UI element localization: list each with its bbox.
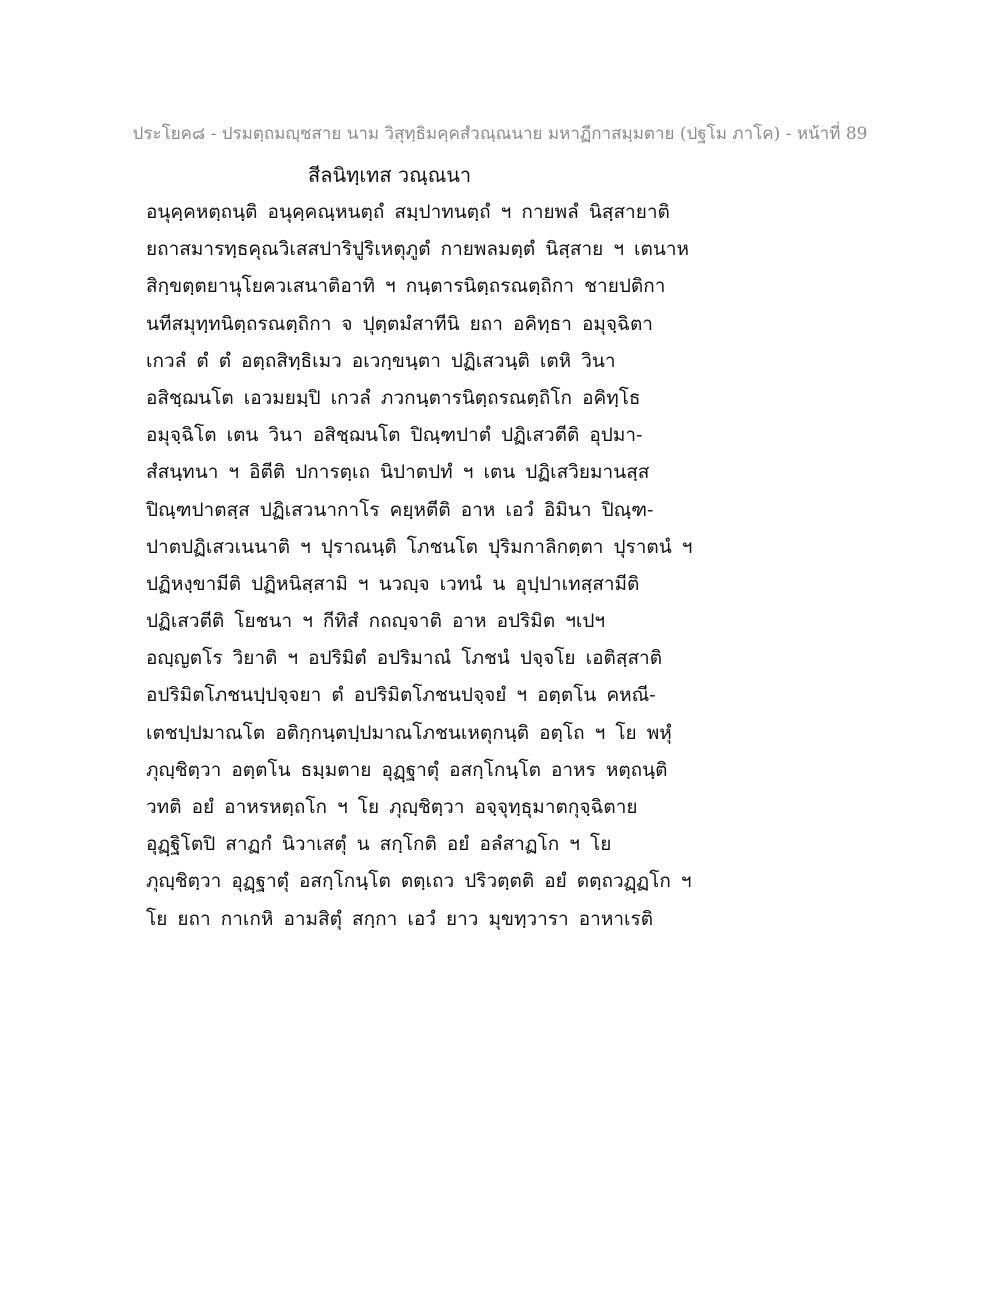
text-line: อุฏฺฐิโตปิ สาฏกํ นิวาเสตุํ น สกฺโกติ อยํ อลํสาฏโก ฯ โย xyxy=(146,833,612,856)
text-line: สํสนฺทนา ฯ อิตีติ ปการตฺเถ นิปาตปทํ ฯ เตน ปฏิเสวิยมานสฺส xyxy=(146,461,650,484)
text-line: วทติ อยํ อาหรหตฺถโก ฯ โย ภุญฺชิตฺวา อจฺจุทฺธุมาตกุจฺฉิตาย xyxy=(146,796,638,818)
text-line: เตชปฺปมาณโต อติกฺกนฺตปฺปมาณโภชนเหตุกนฺติ อตฺโถ ฯ โย พหุํ xyxy=(146,721,672,744)
text-line: สิกฺขตฺตยานุโยควเสนาติอาทิ ฯ กนฺตารนิตฺถรณตฺถิกา ชายปติกา xyxy=(146,275,666,298)
text-line: ปาตปฏิเสวเนนาติ ฯ ปุราณนฺติ โภชนโต ปุริมกาลิกตฺตา ปุราตนํ ฯ xyxy=(146,535,693,558)
text-line: เกวลํ ตํ ตํ อตฺถสิทฺธิเมว อเวกฺขนฺตา ปฏิเสวนฺติ เตหิ วินา xyxy=(146,349,616,372)
text-line: ยถาสมารทฺธคุณวิเสสปาริปูริเหตุภูตํ กายพลมตฺตํ นิสฺสาย ฯ เตนาห xyxy=(146,238,690,261)
text-line: อมุจฺฉิโต เตน วินา อสิชฺฌนโต ปิณฺฑปาตํ ปฏิเสวตีติ อุปมา- xyxy=(146,424,643,447)
running-header: ประโยค๘ - ปรมตฺถมญฺชสาย นาม วิสุทฺธิมคฺคสํวณฺณนาย มหาฏีกาสมฺมตาย (ปฐโม ภาโค) - หน้าที่ 89 xyxy=(132,124,868,144)
text-line: ปฏิเสวตีติ โยชนา ฯ กีทิสํ กถญฺจาติ อาห อปริมิต ฯเปฯ xyxy=(146,610,606,633)
text-line: ปิณฺฑปาตสฺส ปฏิเสวนากาโร คยฺหตีติ อาห เอวํ อิมินา ปิณฺฑ- xyxy=(146,498,654,521)
text-line: ภุญฺชิตฺวา อุฏฺฐาตุํ อสกฺโกนฺโต ตตฺเถว ปริวตฺตติ อยํ ตตฺถวฏฺฏโก ฯ xyxy=(146,870,692,893)
text-line: ภุญฺชิตฺวา อตฺตโน ธมฺมตาย อุฏฺฐาตุํ อสกฺโกนฺโต อาหร หตฺถนฺติ xyxy=(146,758,668,781)
text-line: อปริมิตโภชนปฺปจฺจยา ตํ อปริมิตโภชนปจฺจยํ ฯ อตฺตโน คหณี- xyxy=(146,684,656,707)
text-line: อญฺญตโร วิยาติ ฯ อปริมิตํ อปริมาณํ โภชนํ ปจฺจโย เอติสฺสาติ xyxy=(146,647,663,670)
text-line: อสิชฺฌนโต เอวมยมฺปิ เกวลํ ภวกนฺตารนิตฺถรณตฺถิโก อคิทฺโธ xyxy=(146,386,641,409)
text-line: นทีสมุทฺทนิตฺถรณตฺถิกา จ ปุตฺตมํสาทีนิ ยถา อคิทฺธา อมุจฺฉิตา xyxy=(146,312,653,335)
text-line: ปฏิหงฺขามีติ ปฏิหนิสฺสามิ ฯ นวญฺจ เวทนํ น อุปฺปาเทสฺสามีติ xyxy=(146,572,640,595)
section-title: สีลนิทฺเทส วณฺณนา xyxy=(308,163,472,187)
text-line: โย ยถา กาเกหิ อามสิตุํ สกฺกา เอวํ ยาว มุขทฺวารา อาหาเรติ xyxy=(146,907,654,930)
text-line: อนุคฺคหตฺถนฺติ อนุคฺคณฺหนตฺถํ สมฺปาทนตฺถํ ฯ กายพลํ นิสฺสายาติ xyxy=(146,201,670,223)
body-text xyxy=(146,194,706,938)
